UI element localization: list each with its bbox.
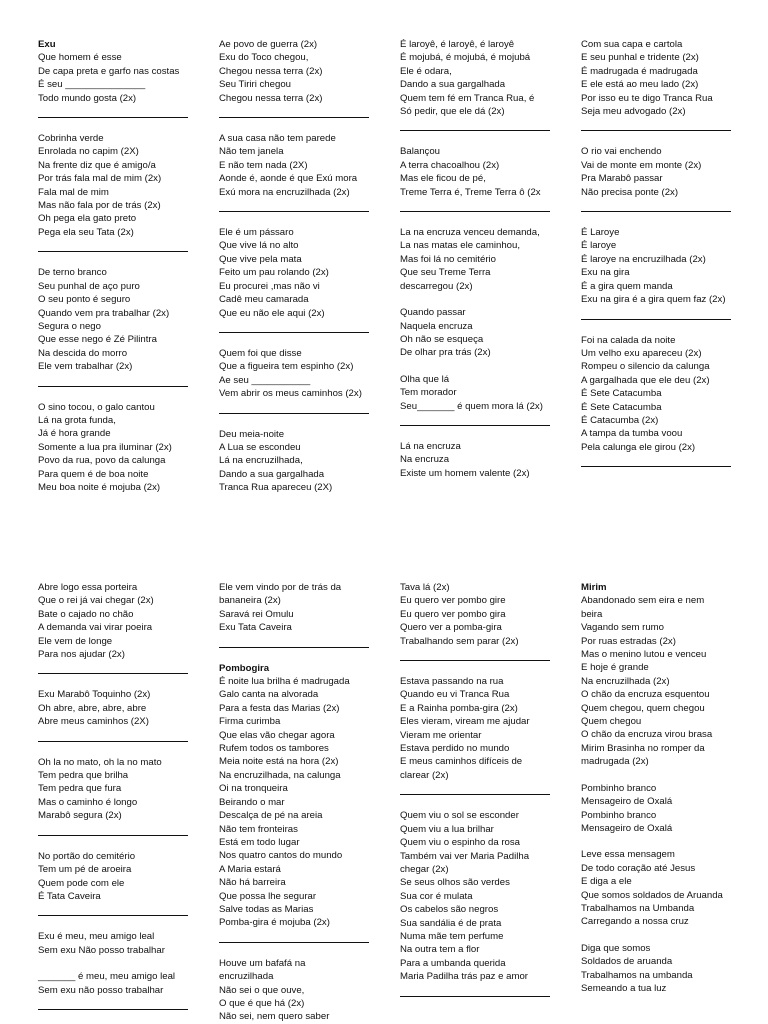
lyric-line: Pela calunga ele girou (2x) <box>581 441 696 453</box>
lyric-line: Não há barreira <box>219 877 286 889</box>
block-gap <box>581 929 753 942</box>
song-block <box>38 970 210 997</box>
lyric-line: Exu na gira <box>581 267 630 279</box>
lyric-line: Semeando a tua luz <box>581 982 667 994</box>
lyric-line: Somente a lua pra iluminar (2x) <box>38 441 172 453</box>
lyric-line: Exu Tata Caveira <box>219 622 292 634</box>
lyric-line: Ele é odara, <box>400 65 452 77</box>
lyric-line: É laroyê, é laroyê, é laroyê <box>400 39 515 50</box>
lyric-line: Abre meus caminhos (2X) <box>38 716 149 728</box>
lyric-line: Trabalhamos na Umbanda <box>581 902 695 914</box>
lyric-line: É noite lua brilha é madrugada <box>219 676 350 688</box>
song-block <box>581 782 753 836</box>
lyric-line: Que a figueira tem espinho (2x) <box>219 361 354 373</box>
lyric-line: Exu Marabô Toquinho (2x) <box>38 689 151 701</box>
lyric-line: Com sua capa e cartola <box>581 39 683 50</box>
divider <box>400 996 550 997</box>
lyric-line: De todo coração até Jesus <box>581 862 696 874</box>
lyric-line: Rompeu o silencio da calunga <box>581 361 710 373</box>
divider <box>219 332 369 333</box>
lyric-line: Mas o menino lutou e venceu <box>581 649 707 661</box>
lyric-line: Tranca Rua apareceu (2X) <box>219 482 333 494</box>
lyric-line: Cobrinha verde <box>38 133 104 145</box>
lyric-line: Quero ver a pomba-gira <box>400 622 502 634</box>
song-title: Pombogira <box>219 662 270 674</box>
song-block <box>400 306 572 360</box>
song-block <box>400 809 572 983</box>
lyric-line: Não tem janela <box>219 146 284 158</box>
lyric-line: Que elas vão chegar agora <box>219 729 335 741</box>
divider <box>400 794 550 795</box>
lyric-line: É Sete Catacumba <box>581 401 662 413</box>
lyric-line: Beirando o mar <box>219 796 285 808</box>
lyric-line: No portão do cemitério <box>38 850 136 862</box>
lyric-line: Tava lá (2x) <box>400 582 450 593</box>
divider <box>581 130 731 131</box>
song-block <box>38 930 210 957</box>
divider <box>219 942 369 943</box>
lyric-line: Ele vem trabalhar (2x) <box>38 361 133 373</box>
lyric-line: Mirim Brasinha no romper da <box>581 742 705 754</box>
lyric-line: Rufem todos os tambores <box>219 743 329 755</box>
divider <box>581 466 731 467</box>
lyric-line: Que o rei já vai chegar (2x) <box>38 595 154 607</box>
song-block <box>219 581 391 635</box>
lyric-line: Exu é meu, meu amigo leal <box>38 931 155 943</box>
lyric-line: clarear (2x) <box>400 769 449 781</box>
song-block <box>38 756 210 823</box>
lyric-line: Não sei, nem quero saber <box>219 1011 330 1023</box>
lyric-line: Olha que lá <box>400 373 450 385</box>
lyric-line: Trabalhamos na umbanda <box>581 969 693 981</box>
lyric-line: E a Rainha pomba-gira (2x) <box>400 702 518 714</box>
lyric-line: Aonde é, aonde é que Exú mora <box>219 173 358 185</box>
lyric-line: Dando a sua gargalhada <box>219 468 325 480</box>
lyric-line: Trabalhando sem parar (2x) <box>400 635 519 647</box>
column-3-bottom <box>400 581 572 1011</box>
lyric-line: Pega ela seu Tata (2x) <box>38 226 134 238</box>
lyric-line: Fala mal de mim <box>38 186 109 198</box>
lyric-line: Não sei o que ouve, <box>219 984 305 996</box>
lyric-line: A gargalhada que ele deu (2x) <box>581 374 710 386</box>
lyric-line: Salve todas as Marias <box>219 903 314 915</box>
song-block <box>38 850 210 904</box>
divider <box>38 251 188 252</box>
lyric-line: Quando eu vi Tranca Rua <box>400 689 510 701</box>
lyric-line: Seu Tiriri chegou <box>219 79 291 91</box>
song-block <box>581 334 753 455</box>
lyric-line: Seu_______ é quem mora lá (2x) <box>400 400 543 412</box>
lyric-line: É mojubá, é mojubá, é mojubá <box>400 52 531 64</box>
lyric-line: Que seu Treme Terra <box>400 267 491 279</box>
lyric-line: A Maria estará <box>219 863 281 875</box>
column-1-top <box>38 38 210 494</box>
lyric-line: O seu ponto é seguro <box>38 294 131 306</box>
lyric-line: Os cabelos são negros <box>400 904 499 916</box>
lyric-line: Oh não se esqueça <box>400 333 484 345</box>
lyric-line: Mas o caminho é longo <box>38 796 138 808</box>
lyric-line: Bate o cajado no chão <box>38 608 134 620</box>
lyric-line: Por trás fala mal de mim (2x) <box>38 173 162 185</box>
lyric-line: Quem viu o espinho da rosa <box>400 837 520 849</box>
song-block <box>38 132 210 239</box>
lyric-line: bananeira (2x) <box>219 595 281 607</box>
divider <box>400 211 550 212</box>
lyric-line: Um velho exu apareceu (2x) <box>581 347 702 359</box>
lyric-line: Estava perdido no mundo <box>400 743 510 755</box>
lyric-line: Por isso eu te digo Tranca Rua <box>581 92 713 104</box>
column-4-bottom <box>581 581 753 995</box>
lyric-line: Vem abrir os meus caminhos (2x) <box>219 388 362 400</box>
divider <box>581 319 731 320</box>
lyric-line: Descalça de pé na areia <box>219 810 323 822</box>
lyric-line: Mas não fala por de trás (2x) <box>38 200 161 212</box>
lyric-line: descarregou (2x) <box>400 280 473 292</box>
lyric-line: Diga que somos <box>581 942 651 954</box>
lyric-line: Abandonado sem eira e nem <box>581 595 705 607</box>
lyric-line: É Laroye <box>581 227 620 239</box>
song-block <box>38 401 210 495</box>
song-block <box>38 688 210 728</box>
lyric-line: Para a umbanda querida <box>400 957 506 969</box>
song-block <box>38 38 210 105</box>
divider <box>400 130 550 131</box>
lyric-line: Se seus olhos são verdes <box>400 877 510 889</box>
lyric-line: Pombinho branco <box>581 782 657 794</box>
block-gap <box>400 293 572 306</box>
lyric-line: De capa preta e garfo nas costas <box>38 65 180 77</box>
lyric-line: Lá na encruza <box>400 440 461 452</box>
block-gap <box>400 360 572 373</box>
lyric-line: Só pedir, que ele dá (2x) <box>400 106 505 118</box>
lyric-line: Para a festa das Marias (2x) <box>219 702 340 714</box>
song-block <box>400 373 572 413</box>
lyric-line: Por ruas estradas (2x) <box>581 635 676 647</box>
lyric-line: Firma curimba <box>219 716 281 728</box>
lyric-line: O chão da encruza virou brasa <box>581 729 713 741</box>
lyric-line: Maria Padilha trás paz e amor <box>400 971 528 983</box>
lyric-line: É laroye na encruzilhada (2x) <box>581 253 706 265</box>
lyric-line: Na frente diz que é amigo/a <box>38 159 156 171</box>
divider <box>38 741 188 742</box>
divider <box>400 660 550 661</box>
lyric-line: Estava passando na rua <box>400 676 504 688</box>
song-block <box>400 440 572 480</box>
lyric-line: Eu quero ver pombo gira <box>400 608 506 620</box>
song-block <box>38 581 210 661</box>
lyric-line: O rio vai enchendo <box>581 146 662 158</box>
lyric-line: É Catacumba (2x) <box>581 414 659 426</box>
lyric-line: Ae seu ___________ <box>219 374 311 386</box>
lyric-line: Mas foi lá no cemitério <box>400 253 496 265</box>
divider <box>219 647 369 648</box>
lyric-line: Exu na gira é a gira quem faz (2x) <box>581 294 726 306</box>
song-block <box>219 662 391 930</box>
lyric-line: Quem foi que disse <box>219 347 302 359</box>
lyric-line: Que vive lá no alto <box>219 240 299 252</box>
lyric-line: É Tata Caveira <box>38 890 101 902</box>
lyric-line: Oh pega ela gato preto <box>38 213 137 225</box>
lyric-line: Feito um pau rolando (2x) <box>219 267 329 279</box>
lyric-line: Mensageiro de Oxalá <box>581 822 673 834</box>
song-title: Mirim <box>581 582 607 593</box>
song-title: Exu <box>38 39 56 50</box>
lyric-line: Chegou nessa terra (2x) <box>219 92 323 104</box>
lyric-line: Mas ele ficou de pé, <box>400 173 486 185</box>
lyric-line: La nas matas ele caminhou, <box>400 240 520 252</box>
lyric-line: Não tem fronteiras <box>219 823 298 835</box>
song-block <box>219 132 391 199</box>
lyric-line: _______ é meu, meu amigo leal <box>38 971 176 983</box>
lyric-line: La na encruza venceu demanda, <box>400 227 540 239</box>
lyric-line: Nos quatro cantos do mundo <box>219 850 343 862</box>
block-gap <box>581 769 753 782</box>
lyric-line: Quando vem pra trabalhar (2x) <box>38 307 170 319</box>
lyric-line: Quem chegou <box>581 716 642 728</box>
lyric-line: Vagando sem rumo <box>581 622 665 634</box>
lyric-line: Exu do Toco chegou, <box>219 52 309 64</box>
lyric-line: Vai de monte em monte (2x) <box>581 159 702 171</box>
song-block <box>400 675 572 782</box>
lyric-line: É a gira quem manda <box>581 280 673 292</box>
lyric-line: Eles vieram, viream me ajudar <box>400 716 530 728</box>
divider <box>38 673 188 674</box>
lyric-line: E ele está ao meu lado (2x) <box>581 79 699 91</box>
lyric-line: Na descida do morro <box>38 347 128 359</box>
block-gap <box>38 957 210 970</box>
lyric-line: Exú mora na encruzilhada (2x) <box>219 186 350 198</box>
lyric-line: E hoje é grande <box>581 662 649 674</box>
divider <box>38 835 188 836</box>
lyric-line: Não precisa ponte (2x) <box>581 186 679 198</box>
lyric-line: Que possa lhe segurar <box>219 890 317 902</box>
lyric-line: Treme Terra é, Treme Terra ô (2x <box>400 186 541 198</box>
lyric-line: Soldados de aruanda <box>581 956 673 968</box>
lyric-line: De terno branco <box>38 267 107 279</box>
lyric-line: Que vive pela mata <box>219 253 302 265</box>
lyric-line: Sem exu não posso trabalhar <box>38 984 164 996</box>
lyric-line: Naquela encruza <box>400 320 473 332</box>
lyric-line: Meia noite está na hora (2x) <box>219 756 339 768</box>
song-block <box>581 942 753 996</box>
lyric-line: É laroye <box>581 240 617 252</box>
lyric-line: A terra chacoalhou (2x) <box>400 159 500 171</box>
lyric-line: Já é hora grande <box>38 428 111 440</box>
lyric-line: E diga a ele <box>581 876 632 888</box>
divider <box>38 1009 188 1010</box>
lyric-line: Ele é um pássaro <box>219 227 294 239</box>
song-block <box>581 145 753 199</box>
lyric-line: Mensageiro de Oxalá <box>581 796 673 808</box>
lyric-line: Cadê meu camarada <box>219 294 309 306</box>
lyric-line: E não tem nada (2X) <box>219 159 308 171</box>
lyric-line: Leve essa mensagem <box>581 849 675 861</box>
song-block <box>219 226 391 320</box>
song-block <box>400 38 572 118</box>
lyric-line: Oh la no mato, oh la no mato <box>38 756 162 768</box>
lyric-line: Tem morador <box>400 387 457 399</box>
lyric-line: De olhar pra trás (2x) <box>400 347 491 359</box>
lyric-line: madrugada (2x) <box>581 756 649 768</box>
lyric-line: Que eu não ele aqui (2x) <box>219 307 325 319</box>
lyric-line: Meu boa noite é mojuba (2x) <box>38 481 161 493</box>
lyric-line: Chegou nessa terra (2x) <box>219 65 323 77</box>
lyric-line: Eu quero ver pombo gire <box>400 595 506 607</box>
lyric-line: Foi na calada da noite <box>581 334 676 346</box>
lyric-line: Que esse nego é Zé Pilintra <box>38 334 157 346</box>
lyric-line: Povo da rua, povo da calunga <box>38 455 166 467</box>
column-4-top <box>581 38 753 481</box>
song-block <box>38 266 210 373</box>
lyric-line: Tem um pé de aroeira <box>38 864 132 876</box>
song-block <box>400 581 572 648</box>
lyric-line: Numa mãe tem perfume <box>400 930 504 942</box>
lyric-line: Para nos ajudar (2x) <box>38 649 125 661</box>
lyric-line: E meus caminhos difíceis de <box>400 756 523 768</box>
lyric-line: chegar (2x) <box>400 863 449 875</box>
divider <box>38 915 188 916</box>
lyric-line: Quem pode com ele <box>38 877 125 889</box>
lyric-line: O sino tocou, o galo cantou <box>38 401 155 413</box>
lyric-line: Pombinho branco <box>581 809 657 821</box>
lyric-line: Dando a sua gargalhada <box>400 79 506 91</box>
lyric-line: Lá na grota funda, <box>38 414 116 426</box>
column-1-bottom <box>38 581 210 1024</box>
lyric-line: Oi na tronqueira <box>219 783 288 795</box>
lyric-line: Na encruzilhada (2x) <box>581 675 670 687</box>
lyric-line: Carregando a nossa cruz <box>581 916 689 928</box>
lyric-line: Na encruzilhada, na calunga <box>219 769 341 781</box>
song-block <box>581 226 753 306</box>
lyric-line: Quem viu a lua brilhar <box>400 823 494 835</box>
lyric-line: Para quem é de boa noite <box>38 468 149 480</box>
lyric-line: Eu procurei ,mas não vi <box>219 280 320 292</box>
column-2-top <box>219 38 391 495</box>
lyric-line: E seu punhal e tridente (2x) <box>581 52 699 64</box>
song-block <box>581 581 753 769</box>
lyric-line: Enrolada no capim (2X) <box>38 146 139 158</box>
lyric-line: Sem exu Não posso trabalhar <box>38 944 165 956</box>
song-block <box>581 38 753 118</box>
lyric-line: Na outra tem a flor <box>400 944 480 956</box>
divider <box>38 386 188 387</box>
lyric-line: Tem pedra que brilha <box>38 770 129 782</box>
lyric-line: Também vai ver Maria Padilha <box>400 850 530 862</box>
divider <box>581 211 731 212</box>
lyric-line: A Lua se escondeu <box>219 441 301 453</box>
lyric-line: Houve um bafafá na <box>219 957 306 969</box>
column-3-top <box>400 38 572 480</box>
song-block <box>400 226 572 293</box>
lyric-line: Na encruza <box>400 454 450 466</box>
lyric-line: encruzilhada <box>219 971 274 983</box>
divider <box>219 211 369 212</box>
divider <box>219 117 369 118</box>
lyric-line: Sua sandália é de prata <box>400 917 502 929</box>
lyric-line: Lá na encruzilhada, <box>219 455 303 467</box>
lyric-line: A sua casa não tem parede <box>219 133 336 145</box>
lyric-line: Galo canta na alvorada <box>219 689 319 701</box>
column-2-bottom <box>219 581 391 1024</box>
lyric-line: Vieram me orientar <box>400 729 482 741</box>
lyric-line: beira <box>581 608 603 620</box>
divider <box>400 425 550 426</box>
lyric-line: É Sete Catacumba <box>581 388 662 400</box>
lyric-line: Existe um homem valente (2x) <box>400 467 530 479</box>
lyric-line: Está em todo lugar <box>219 836 300 848</box>
lyric-line: Quando passar <box>400 307 466 319</box>
lyric-line: Abre logo essa porteira <box>38 582 138 593</box>
lyric-line: Seja meu advogado (2x) <box>581 106 686 118</box>
lyric-line: Saravá rei Omulu <box>219 608 294 620</box>
lyric-line: Segura o nego <box>38 320 101 332</box>
lyric-line: Que somos soldados de Aruanda <box>581 889 723 901</box>
lyric-line: É madrugada é madrugada <box>581 65 698 77</box>
lyric-line: Quem tem fé em Tranca Rua, é <box>400 92 535 104</box>
lyric-line: Deu meia-noite <box>219 428 285 440</box>
lyric-line: O chão da encruza esquentou <box>581 689 710 701</box>
lyric-line: Sua cor é mulata <box>400 890 473 902</box>
song-block <box>219 428 391 495</box>
lyric-line: Pra Marabô passar <box>581 173 663 185</box>
lyric-line: Todo mundo gosta (2x) <box>38 92 137 104</box>
divider <box>219 413 369 414</box>
lyric-line: Quem viu o sol se esconder <box>400 810 519 822</box>
song-block <box>219 38 391 105</box>
lyric-line: Marabô segura (2x) <box>38 810 122 822</box>
lyric-line: Seu punhal de aço puro <box>38 280 140 292</box>
song-block <box>219 957 391 1024</box>
lyric-line: Quem chegou, quem chegou <box>581 702 705 714</box>
song-block <box>581 848 753 928</box>
song-block <box>400 145 572 199</box>
lyric-line: Ae povo de guerra (2x) <box>219 39 318 50</box>
divider <box>38 117 188 118</box>
lyric-line: Tem pedra que fura <box>38 783 122 795</box>
lyric-line: Que homem é esse <box>38 52 122 64</box>
lyric-line: Oh abre, abre, abre, abre <box>38 702 147 714</box>
block-gap <box>581 835 753 848</box>
lyric-line: Balançou <box>400 146 441 158</box>
song-block <box>219 347 391 401</box>
lyric-line: A tampa da tumba voou <box>581 428 683 440</box>
lyric-line: O que é que há (2x) <box>219 997 305 1009</box>
lyric-line: Ele vem de longe <box>38 635 113 647</box>
lyric-line: A demanda vai virar poeira <box>38 622 153 634</box>
lyric-line: Pomba-gira é mojuba (2x) <box>219 917 330 929</box>
lyric-line: Ele vem vindo por de trás da <box>219 582 342 593</box>
lyric-line: É seu _______________ <box>38 79 146 91</box>
